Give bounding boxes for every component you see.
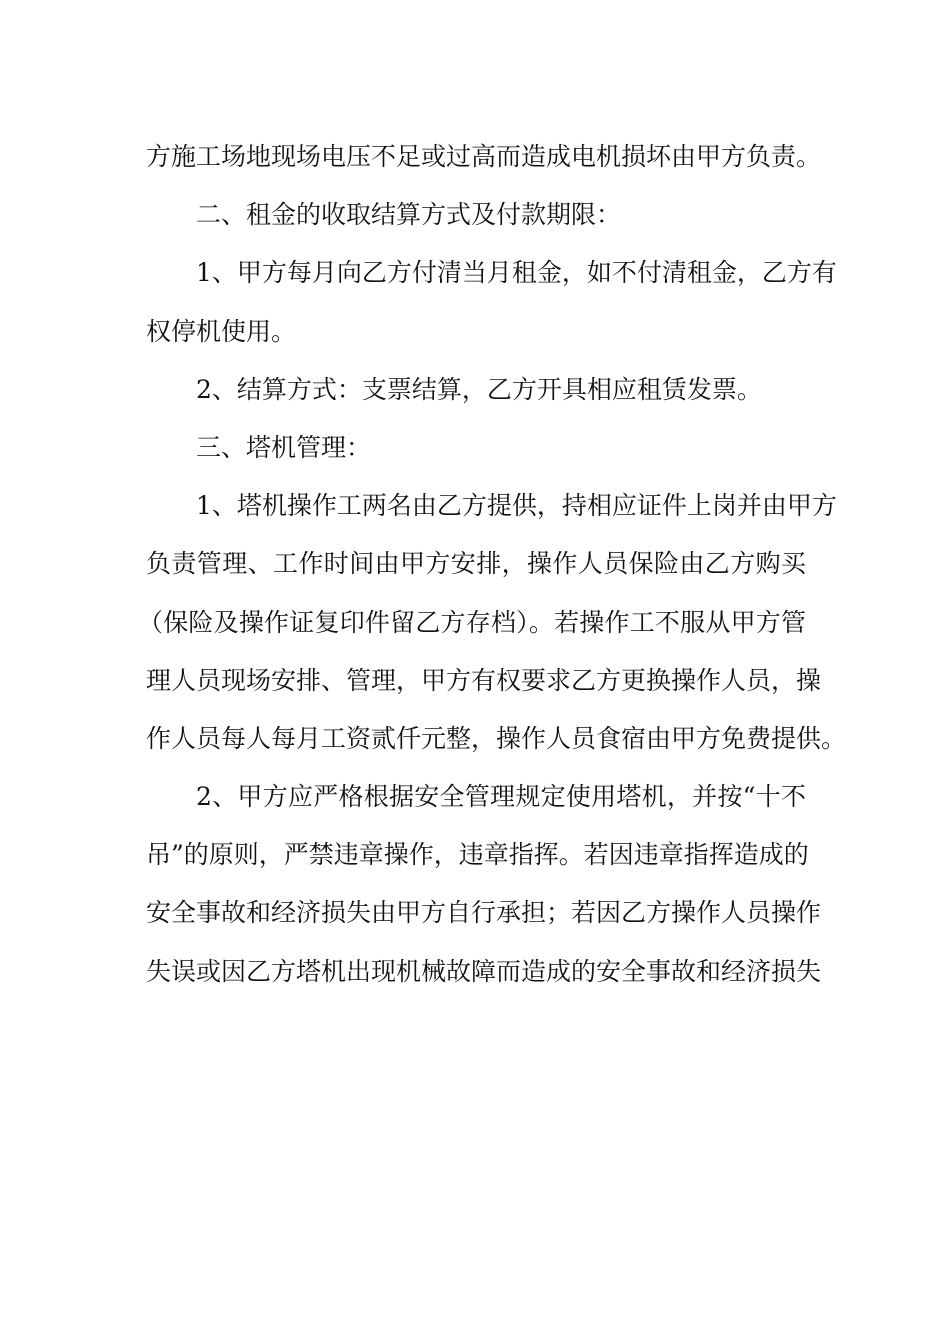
paragraph-line: 安全事故和经济损失由甲方自行承担；若因乙方操作人员操作: [146, 898, 822, 928]
paragraph-line: 1、甲方每月向乙方付清当月租金，如不付清租金，乙方有: [196, 258, 837, 288]
document-body: [138, 128, 847, 1001]
paragraph-line: 方施工场地现场电压不足或过高而造成电机损坏由甲方负责。: [146, 142, 822, 171]
paragraph-line: 负责管理、工作时间由甲方安排，操作人员保险由乙方购买: [146, 549, 806, 579]
paragraph-line: 权停机使用。: [146, 316, 297, 346]
section-heading-rent: 二、租金的收取结算方式及付款期限：: [196, 200, 622, 230]
paragraph-line: 2、甲方应严格根据安全管理规定使用塔机，并按“十不: [196, 782, 806, 812]
paragraph-line: （保险及操作证复印件留乙方存档）。若操作工不服从甲方管: [138, 607, 806, 637]
paragraph-line: 失误或因乙方塔机出现机械故障而造成的安全事故和经济损失: [146, 956, 822, 986]
paragraph-line: 1、塔机操作工两名由乙方提供，持相应证件上岗并由甲方: [196, 491, 837, 521]
paragraph-line: 作人员每人每月工资贰仟元整，操作人员食宿由甲方免费提供。: [146, 723, 847, 753]
paragraph-line: 2、结算方式：支票结算，乙方开具相应租赁发票。: [196, 374, 762, 404]
section-heading-crane-management: 三、塔机管理：: [196, 432, 372, 462]
paragraph-line: 理人员现场安排、管理，甲方有权要求乙方更换操作人员，操: [146, 665, 822, 695]
paragraph-line: 吊”的原则，严禁违章操作，违章指挥。若因违章指挥造成的: [146, 840, 809, 870]
